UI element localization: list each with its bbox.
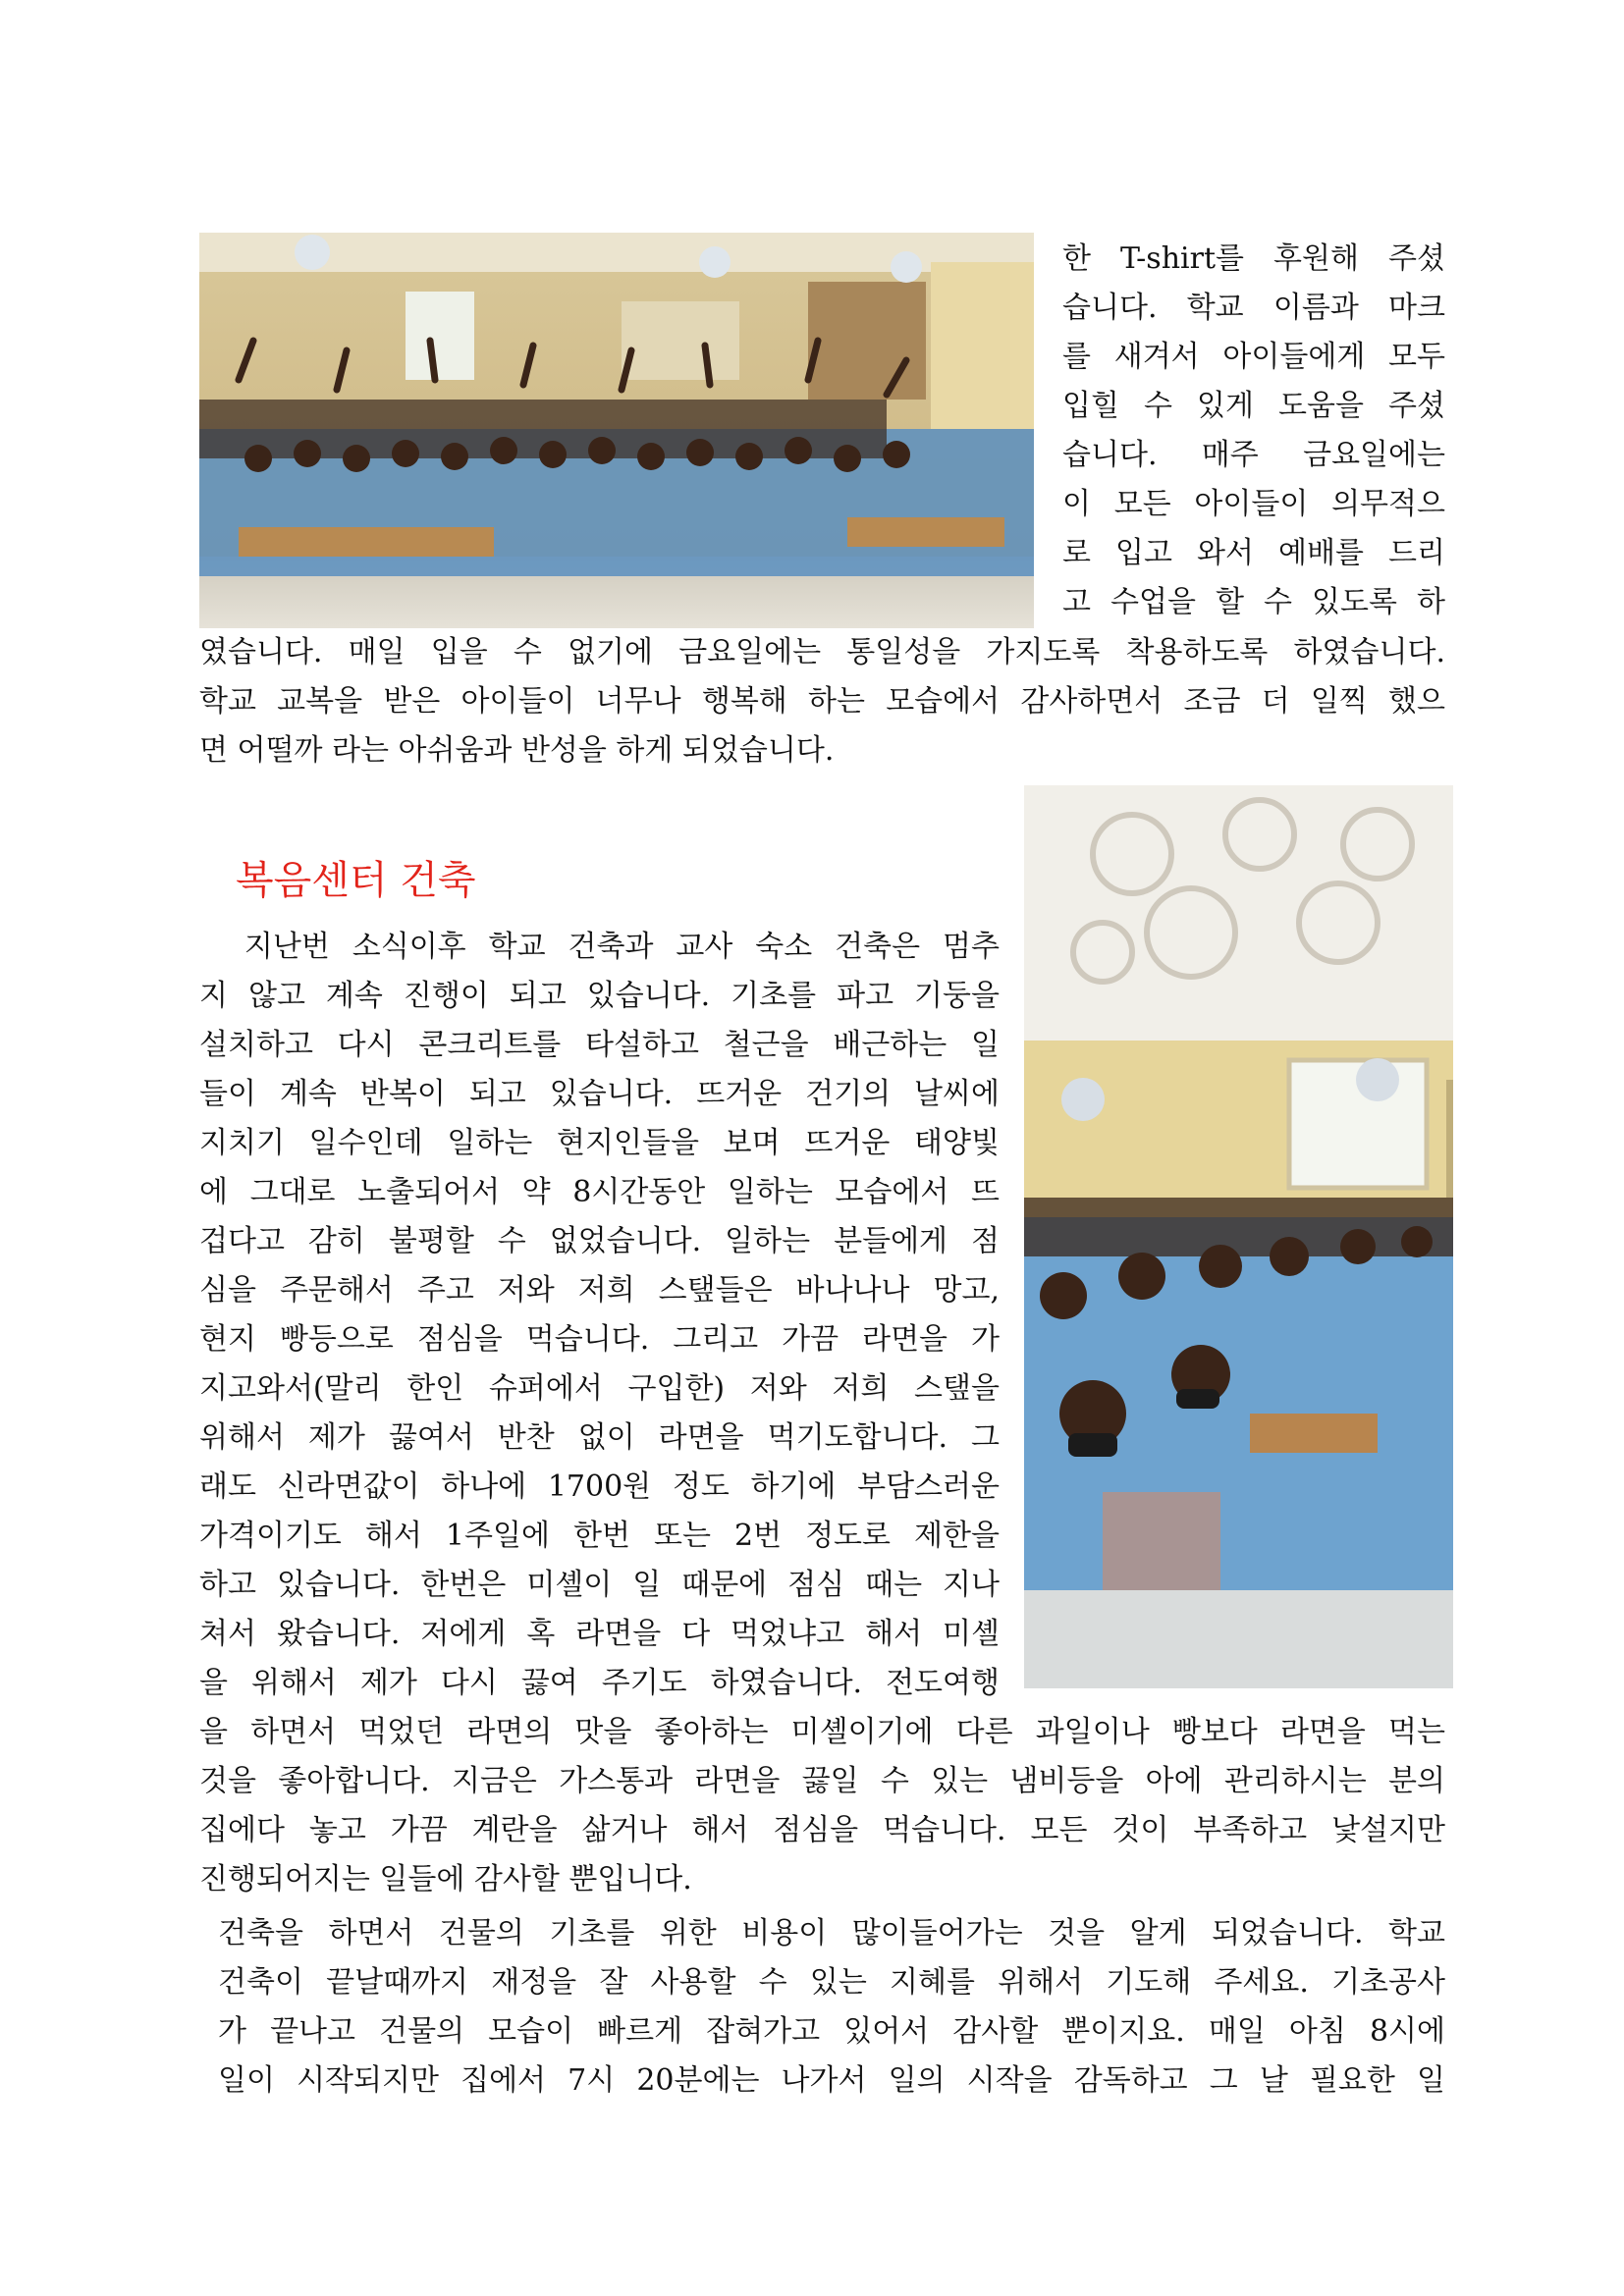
text-line: 를 새겨서 아이들에게 모두 (1062, 340, 1445, 374)
text-line: 을 하면서 먹었던 라면의 맛을 좋아하는 미셸이기에 다른 과일이나 빵보다 라면을 먹는 (199, 1715, 1445, 1749)
text-line: 을 위해서 제가 다시 끓여 주기도 하였습니다. 전도여행 (199, 1666, 1000, 1700)
text-line: 위해서 제가 끓여서 반찬 없이 라면을 먹기도합니다. 그 (199, 1420, 1000, 1455)
text-line: 입힐 수 있게 도움을 주셨 (1062, 389, 1445, 423)
text-line: 건축을 하면서 건물의 기초를 위한 비용이 많이들어가는 것을 알게 되었습니다. 학교 (218, 1916, 1445, 1950)
text-line: 지 않고 계속 진행이 되고 있습니다. 기초를 파고 기둥을 (199, 979, 1000, 1013)
text-line: 지고와서(말리 한인 슈퍼에서 구입한) 저와 저희 스탶을 (199, 1371, 1000, 1406)
text-line: 들이 계속 반복이 되고 있습니다. 뜨거운 건기의 날씨에 (199, 1077, 1000, 1111)
text-line: 현지 빵등으로 점심을 먹습니다. 그리고 가끔 라면을 가 (199, 1322, 1000, 1357)
text-line: 것을 좋아합니다. 지금은 가스통과 라면을 끓일 수 있는 냄비등을 아에 관리하시는 분의 (199, 1764, 1445, 1798)
text-line: 겁다고 감히 불평할 수 없었습니다. 일하는 분들에게 점 (199, 1224, 1000, 1258)
text-line: 집에다 놓고 가끔 계란을 삶거나 해서 점심을 먹습니다. 모든 것이 부족하고 낯설지만 (199, 1813, 1445, 1847)
text-line: 가격이기도 해서 1주일에 한번 또는 2번 정도로 제한을 (199, 1519, 1000, 1553)
text-line: 고 수업을 할 수 있도록 하 (1062, 585, 1445, 619)
text-line: 였습니다. 매일 입을 수 없기에 금요일에는 통일성을 가지도록 착용하도록 하였습니다. (199, 635, 1445, 669)
text-line: 지난번 소식이후 학교 건축과 교사 숙소 건축은 멈추 (199, 930, 1000, 964)
text-line: 습니다. 학교 이름과 마크 (1062, 291, 1445, 325)
text-line: 쳐서 왔습니다. 저에게 혹 라면을 다 먹었냐고 해서 미셸 (199, 1617, 1000, 1651)
text-line: 면 어떨까 라는 아쉬움과 반성을 하게 되었습니다. (199, 733, 835, 768)
text-line: 에 그대로 노출되어서 약 8시간동안 일하는 모습에서 뜨 (199, 1175, 1000, 1209)
text-line: 한 T-shirt를 후원해 주셨 (1062, 241, 1445, 276)
text-line: 심을 주문해서 주고 저와 저희 스탶들은 바나나나 망고, (199, 1273, 1000, 1308)
section-heading: 복음센터 건축 (236, 858, 476, 903)
students-classroom-photo (199, 233, 1034, 628)
text-line: 가 끝나고 건물의 모습이 빠르게 잡혀가고 있어서 감사할 뿐이지요. 매일 아침 8시에 (218, 2014, 1445, 2049)
text-line: 로 입고 와서 예배를 드리 (1062, 536, 1445, 570)
text-line: 설치하고 다시 콘크리트를 타설하고 철근을 배근하는 일 (199, 1028, 1000, 1062)
text-line: 래도 신라면값이 하나에 1700원 정도 하기에 부담스러운 (199, 1469, 1000, 1504)
text-line: 일이 시작되지만 집에서 7시 20분에는 나가서 일의 시작을 감독하고 그 날 필요한 일 (218, 2063, 1445, 2098)
text-line: 지치기 일수인데 일하는 현지인들을 보며 뜨거운 태양빛 (199, 1126, 1000, 1160)
text-line: 진행되어지는 일들에 감사할 뿐입니다. (199, 1862, 692, 1896)
text-line: 학교 교복을 받은 아이들이 너무나 행복해 하는 모습에서 감사하면서 조금 더 일찍 했으 (199, 684, 1445, 719)
text-line: 하고 있습니다. 한번은 미셸이 일 때문에 점심 때는 지나 (199, 1568, 1000, 1602)
text-line: 이 모든 아이들이 의무적으 (1062, 487, 1445, 521)
text-line: 건축이 끝날때까지 재정을 잘 사용할 수 있는 지혜를 위해서 기도해 주세요. 기초공사 (218, 1965, 1445, 2000)
gospel-center-interior-photo (1024, 785, 1453, 1688)
text-line: 습니다. 매주 금요일에는 (1062, 438, 1445, 472)
